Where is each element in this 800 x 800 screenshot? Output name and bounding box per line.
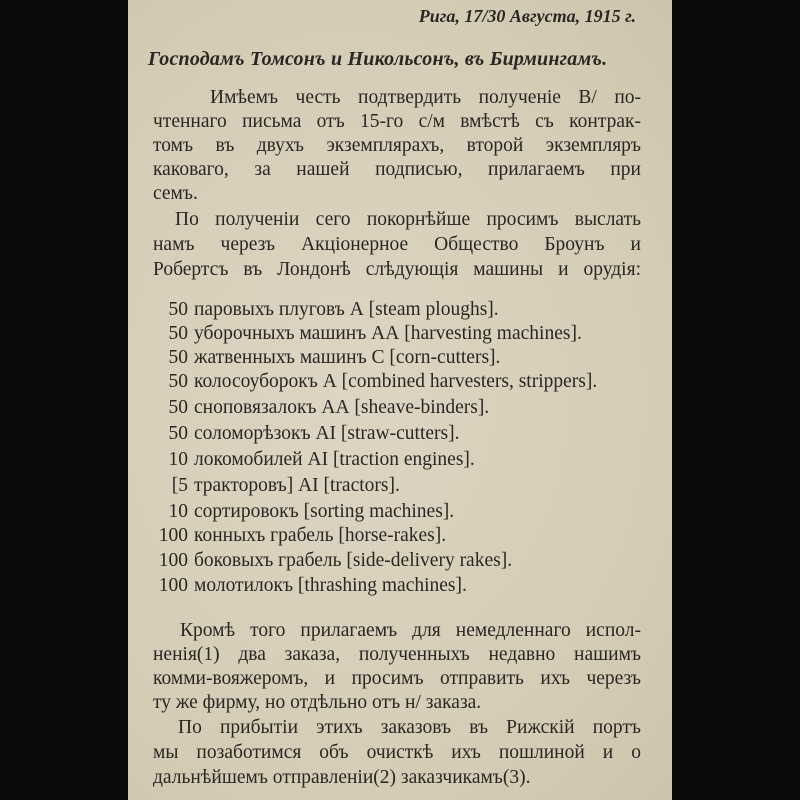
paragraph3-line: ту же фирму, но отдѣльно отъ н/ заказа. (153, 692, 482, 713)
item-quantity: 10 (168, 449, 188, 470)
scanned-letter-page (128, 0, 672, 800)
item-quantity: 50 (168, 347, 188, 368)
order-item (150, 396, 489, 420)
order-item (150, 474, 400, 498)
order-item (150, 346, 500, 370)
item-text: колосоуборокъ А [combined harvesters, strippers]. (194, 371, 598, 392)
order-item (150, 574, 467, 598)
item-quantity: 50 (168, 323, 188, 344)
paragraph3-line: ненія(1) два заказа, полученныхъ недавно нашимъ (153, 644, 641, 665)
order-item (150, 524, 446, 548)
paragraph2-line: По полученіи сего покорнѣйше просимъ выслать (175, 209, 641, 230)
order-item (150, 370, 597, 394)
paragraph1-line: чтеннаго письма отъ 15-го с/м вмѣстѣ съ контрак- (153, 111, 641, 132)
order-item (150, 500, 454, 524)
item-quantity: 50 (168, 397, 188, 418)
order-item (150, 298, 499, 322)
item-quantity: 100 (158, 550, 188, 571)
order-item (150, 448, 475, 472)
paragraph1-line: каковаго, за нашей подписью, прилагаемъ при (153, 159, 641, 180)
item-text: сортировокъ [sorting machines]. (194, 501, 455, 522)
item-text: тракторовъ] АI [tractors]. (194, 475, 400, 496)
item-text: паровыхъ плуговъ А [steam ploughs]. (194, 299, 499, 320)
item-quantity: [5 (171, 475, 188, 496)
item-text: жатвенныхъ машинъ С [corn-cutters]. (194, 347, 501, 368)
item-text: локомобилей АI [traction engines]. (194, 449, 475, 470)
item-text: боковыхъ грабель [side-delivery rakes]. (194, 550, 513, 571)
item-text: уборочныхъ машинъ АА [harvesting machines]. (194, 323, 582, 344)
item-quantity: 100 (158, 575, 188, 596)
order-item (150, 322, 582, 346)
paragraph1-line: Имѣемъ честь подтвердить полученіе В/ по- (210, 87, 641, 108)
addressee-heading: Господамъ Томсонъ и Никольсонъ, въ Бирмингамъ. (148, 48, 608, 70)
order-item (150, 549, 512, 573)
paragraph4-line: По прибытіи этихъ заказовъ въ Рижскій портъ (178, 717, 641, 738)
item-text: молотилокъ [thrashing machines]. (194, 575, 467, 596)
paragraph3-line: комми-вояжеромъ, и просимъ отправить ихъ черезъ (153, 668, 641, 689)
paragraph3-line: Кромѣ того прилагаемъ для немедленнаго испол- (180, 620, 641, 641)
item-quantity: 10 (168, 501, 188, 522)
item-quantity: 50 (168, 299, 188, 320)
item-text: соломорѣзокъ АI [straw-cutters]. (194, 423, 460, 444)
item-quantity: 50 (168, 423, 188, 444)
paragraph2-line: Робертсъ въ Лондонѣ слѣдующія машины и орудія: (153, 259, 641, 280)
paragraph4-line: дальнѣйшемъ отправленіи(2) заказчикамъ(3). (153, 767, 531, 788)
order-item (150, 422, 459, 446)
paragraph4-line: мы позаботимся объ очисткѣ ихъ пошлиной и о (153, 742, 641, 763)
item-quantity: 50 (168, 371, 188, 392)
paragraph2-line: намъ черезъ Акціонерное Общество Броунъ и (153, 234, 641, 255)
item-quantity: 100 (158, 525, 188, 546)
item-text: сноповязалокъ АА [sheave-binders]. (194, 397, 490, 418)
paragraph1-line: семъ. (153, 183, 198, 204)
paragraph1-line: томъ въ двухъ экземплярахъ, второй экземпляръ (153, 135, 641, 156)
date-line: Рига, 17/30 Августа, 1915 г. (418, 6, 636, 26)
item-text: конныхъ грабель [horse-rakes]. (194, 525, 447, 546)
